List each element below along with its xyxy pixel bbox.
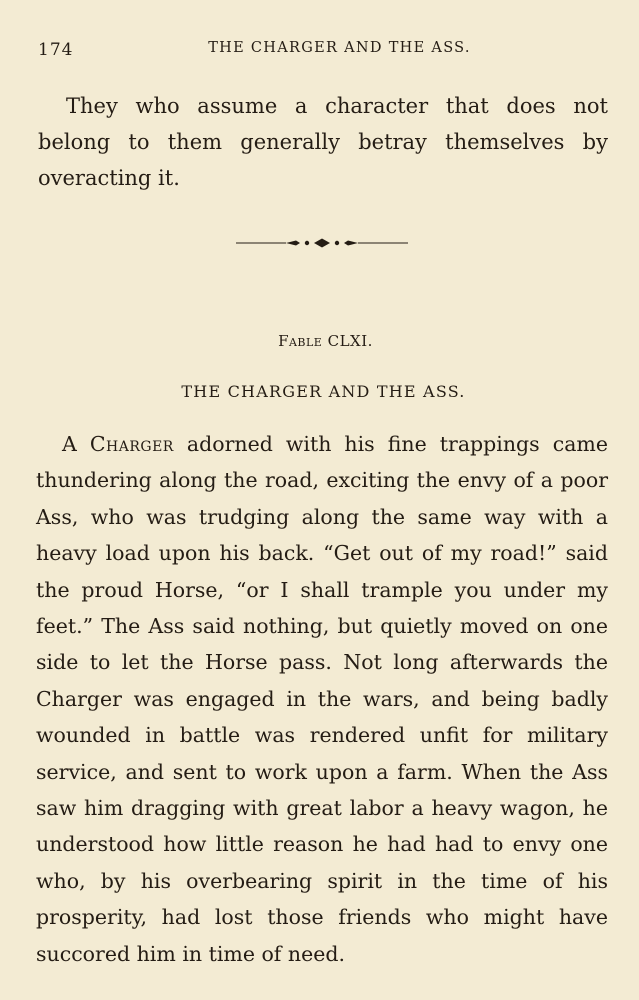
moral-paragraph: [38, 88, 608, 196]
fable-number: [0, 332, 639, 350]
body-smallcaps-word: Charger: [89, 432, 174, 456]
body-lead: A: [62, 432, 90, 456]
page-number: 174: [38, 40, 74, 60]
body-text: adorned with his fine trappings came thundering along the road, exciting the envy of a poor Ass, who was trudging along the same way with a heavy load upon his back. “Get out of my road!” said the proud Horse, “or I shall trample you under my feet.” The Ass said nothing, but quietly moved on one side to let the Horse pass. Not long afterwards the Charger was engaged in the wars, and being badly wounded in battle was rendered unfit for military service, and sent to work upon a farm. When the Ass saw him dragging with great labor a heavy wagon, he understood how little reason he had had to envy one who, by his overbearing spirit in the time of his prosperity, had lost those friends who might have succored him in time of need.: [36, 432, 608, 966]
page-header: [0, 36, 639, 62]
fable-paragraph: [36, 426, 608, 972]
fable-number-text: Fable CLXI.: [278, 332, 373, 350]
fable-title: THE CHARGER AND THE ASS.: [181, 382, 466, 401]
moral-text: They who assume a character that does not belong to them generally betray themselves by overacting it.: [38, 94, 608, 190]
ornament-divider: [236, 234, 408, 252]
running-head: THE CHARGER AND THE ASS.: [208, 40, 471, 56]
fable-body: [36, 426, 608, 972]
